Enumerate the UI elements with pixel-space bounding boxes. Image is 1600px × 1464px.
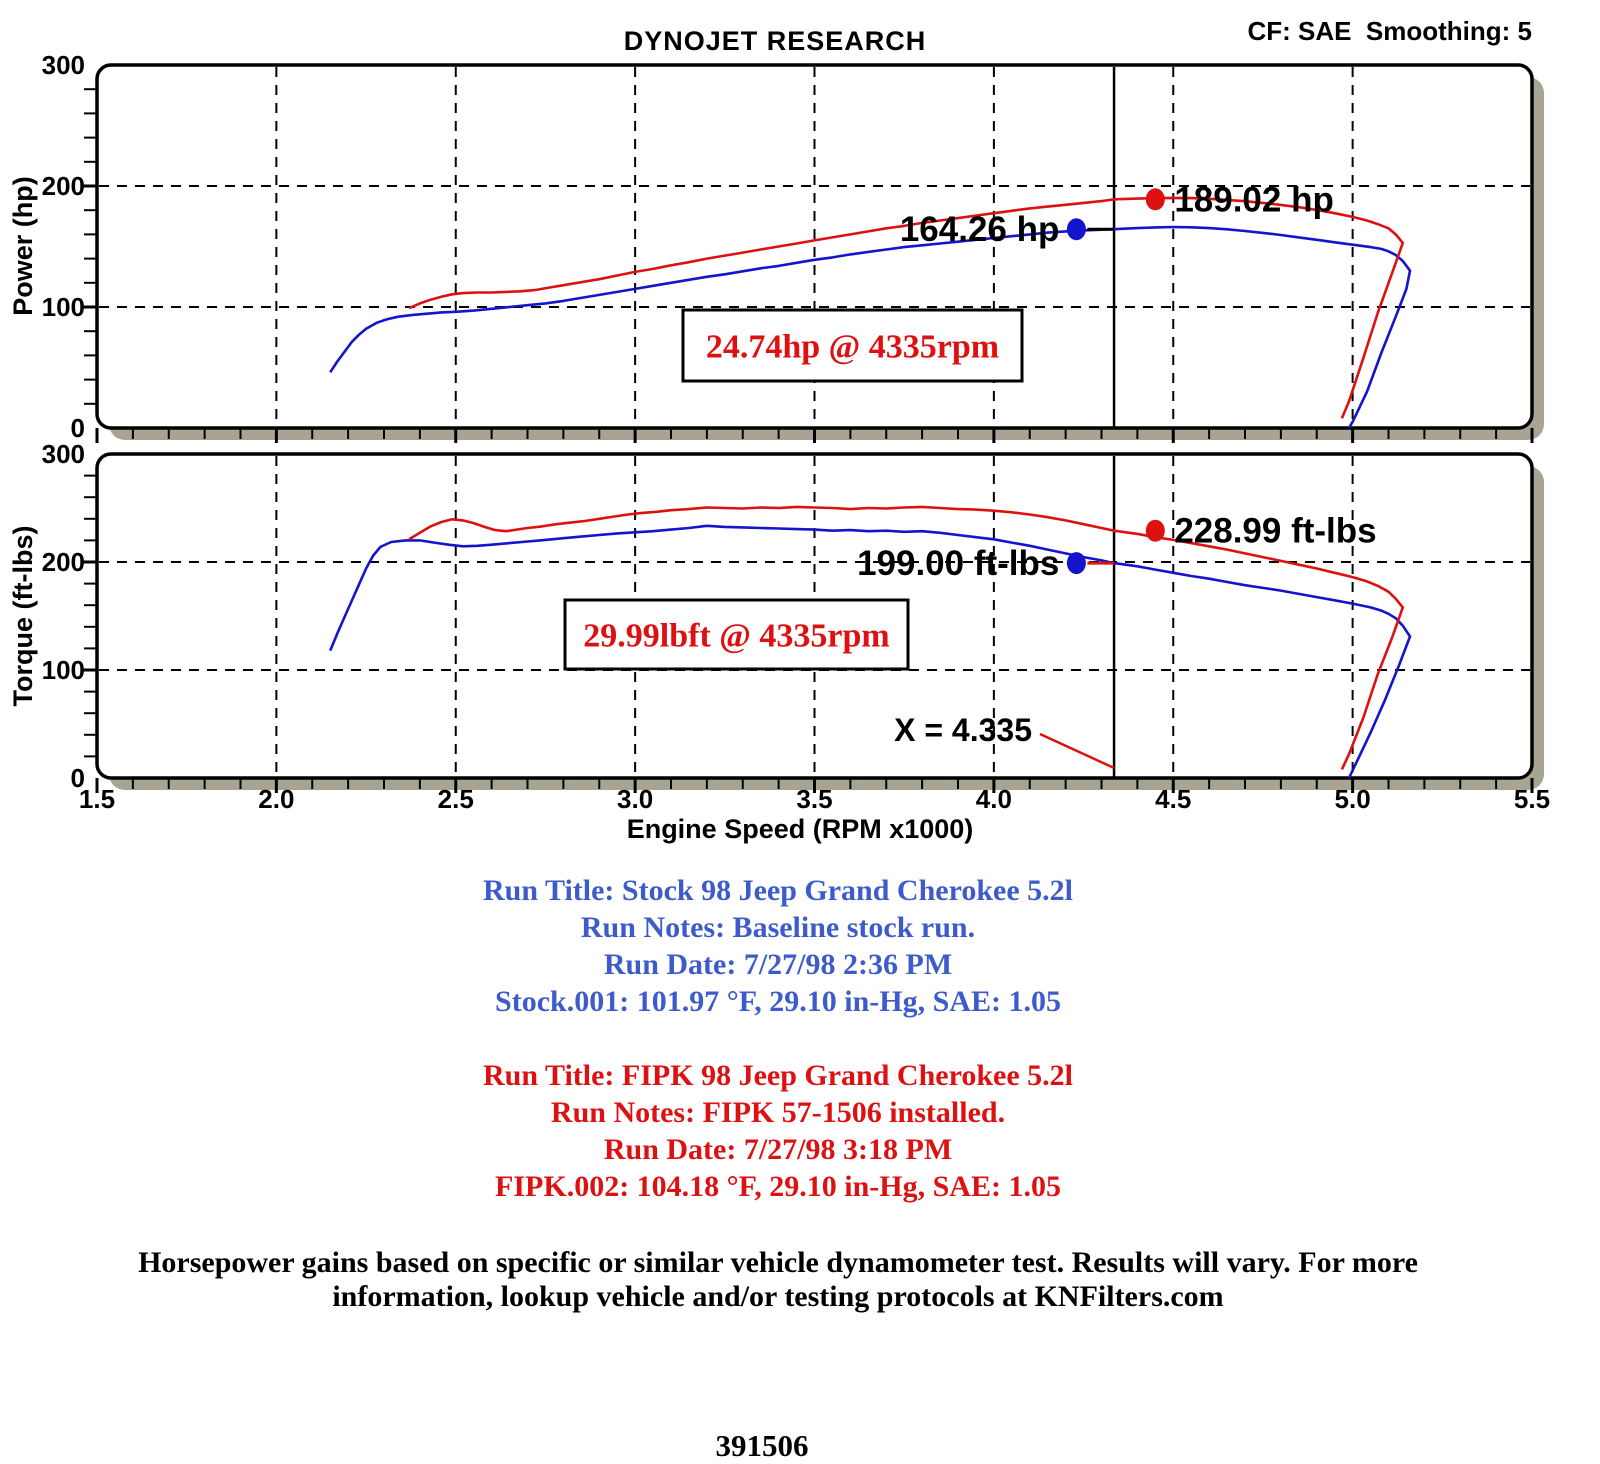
fipk-torque-marker <box>1146 520 1165 542</box>
power-plot <box>42 50 1544 443</box>
x-tick-label: 3.0 <box>617 784 654 814</box>
power-y-tick-label: 200 <box>41 171 85 201</box>
torque-y-tick-label: 100 <box>41 655 85 685</box>
power-y-tick-label: 100 <box>41 292 85 322</box>
run-info-stock <box>0 872 1556 1020</box>
fipk-torque-value-label: 228.99 ft-lbs <box>1174 511 1377 551</box>
x-tick-label: 1.5 <box>78 784 116 814</box>
cursor-value-label: X = 4.335 <box>894 712 1032 748</box>
fipk-power-marker <box>1146 188 1165 210</box>
run-conditions-stock: Stock.001: 101.97 °F, 29.10 in-Hg, SAE: 1.05 <box>495 985 1061 1018</box>
partial-serial-number: 391506 <box>715 1428 809 1463</box>
run-date-fipk: Run Date: 7/27/98 3:18 PM <box>603 1133 953 1166</box>
x-tick-label: 5.0 <box>1334 784 1371 814</box>
run-date-stock: Run Date: 7/27/98 2:36 PM <box>603 948 953 981</box>
correction-factor-label: CF: SAE Smoothing: 5 <box>1247 16 1532 46</box>
run-notes-stock: Run Notes: Baseline stock run. <box>580 911 976 944</box>
power-gain-label: 24.74hp @ 4335rpm <box>705 328 1000 366</box>
torque-plot <box>42 439 1544 793</box>
stock-power-value-label: 164.26 hp <box>899 210 1060 250</box>
power-y-tick-label: 300 <box>41 50 85 80</box>
x-axis <box>79 784 1550 844</box>
run-title-fipk: Run Title: FIPK 98 Jeep Grand Cherokee 5.2l <box>482 1059 1073 1092</box>
x-tick-label: 3.5 <box>796 784 833 814</box>
run-notes-fipk: Run Notes: FIPK 57-1506 installed. <box>550 1096 1006 1129</box>
chart-title: DYNOJET RESEARCH <box>623 26 927 56</box>
run-conditions-fipk: FIPK.002: 104.18 °F, 29.10 in-Hg, SAE: 1.05 <box>495 1170 1061 1203</box>
disclaimer-line-2: information, lookup vehicle and/or testing protocols at KNFilters.com <box>332 1280 1224 1313</box>
x-tick-label: 2.5 <box>437 784 474 814</box>
run-title-stock: Run Title: Stock 98 Jeep Grand Cherokee 5.2l <box>482 874 1074 907</box>
torque-y-tick-label: 0 <box>70 763 85 793</box>
torque-y-tick-label: 300 <box>41 439 85 469</box>
x-tick-label: 4.0 <box>975 784 1012 814</box>
torque-y-axis-title: Torque (ft-lbs) <box>8 525 38 707</box>
power-y-tick-label: 0 <box>70 413 85 443</box>
x-tick-label: 4.5 <box>1155 784 1192 814</box>
x-axis-title: Engine Speed (RPM x1000) <box>626 814 974 844</box>
stock-torque-marker <box>1067 552 1086 574</box>
stock-power-marker <box>1067 218 1086 240</box>
run-info-fipk <box>0 1057 1556 1205</box>
power-y-axis-title: Power (hp) <box>8 176 38 316</box>
torque-y-tick-label: 200 <box>41 547 85 577</box>
disclaimer-text <box>0 1246 1556 1314</box>
x-tick-label: 2.0 <box>258 784 295 814</box>
disclaimer-line-1: Horsepower gains based on specific or similar vehicle dynamometer test. Results will vary. For more <box>138 1246 1418 1279</box>
fipk-power-value-label: 189.02 hp <box>1174 180 1334 220</box>
torque-gain-label: 29.99lbft @ 4335rpm <box>583 617 890 655</box>
stock-torque-value-label: 199.00 ft-lbs <box>857 544 1060 584</box>
x-tick-label: 5.5 <box>1513 784 1551 814</box>
